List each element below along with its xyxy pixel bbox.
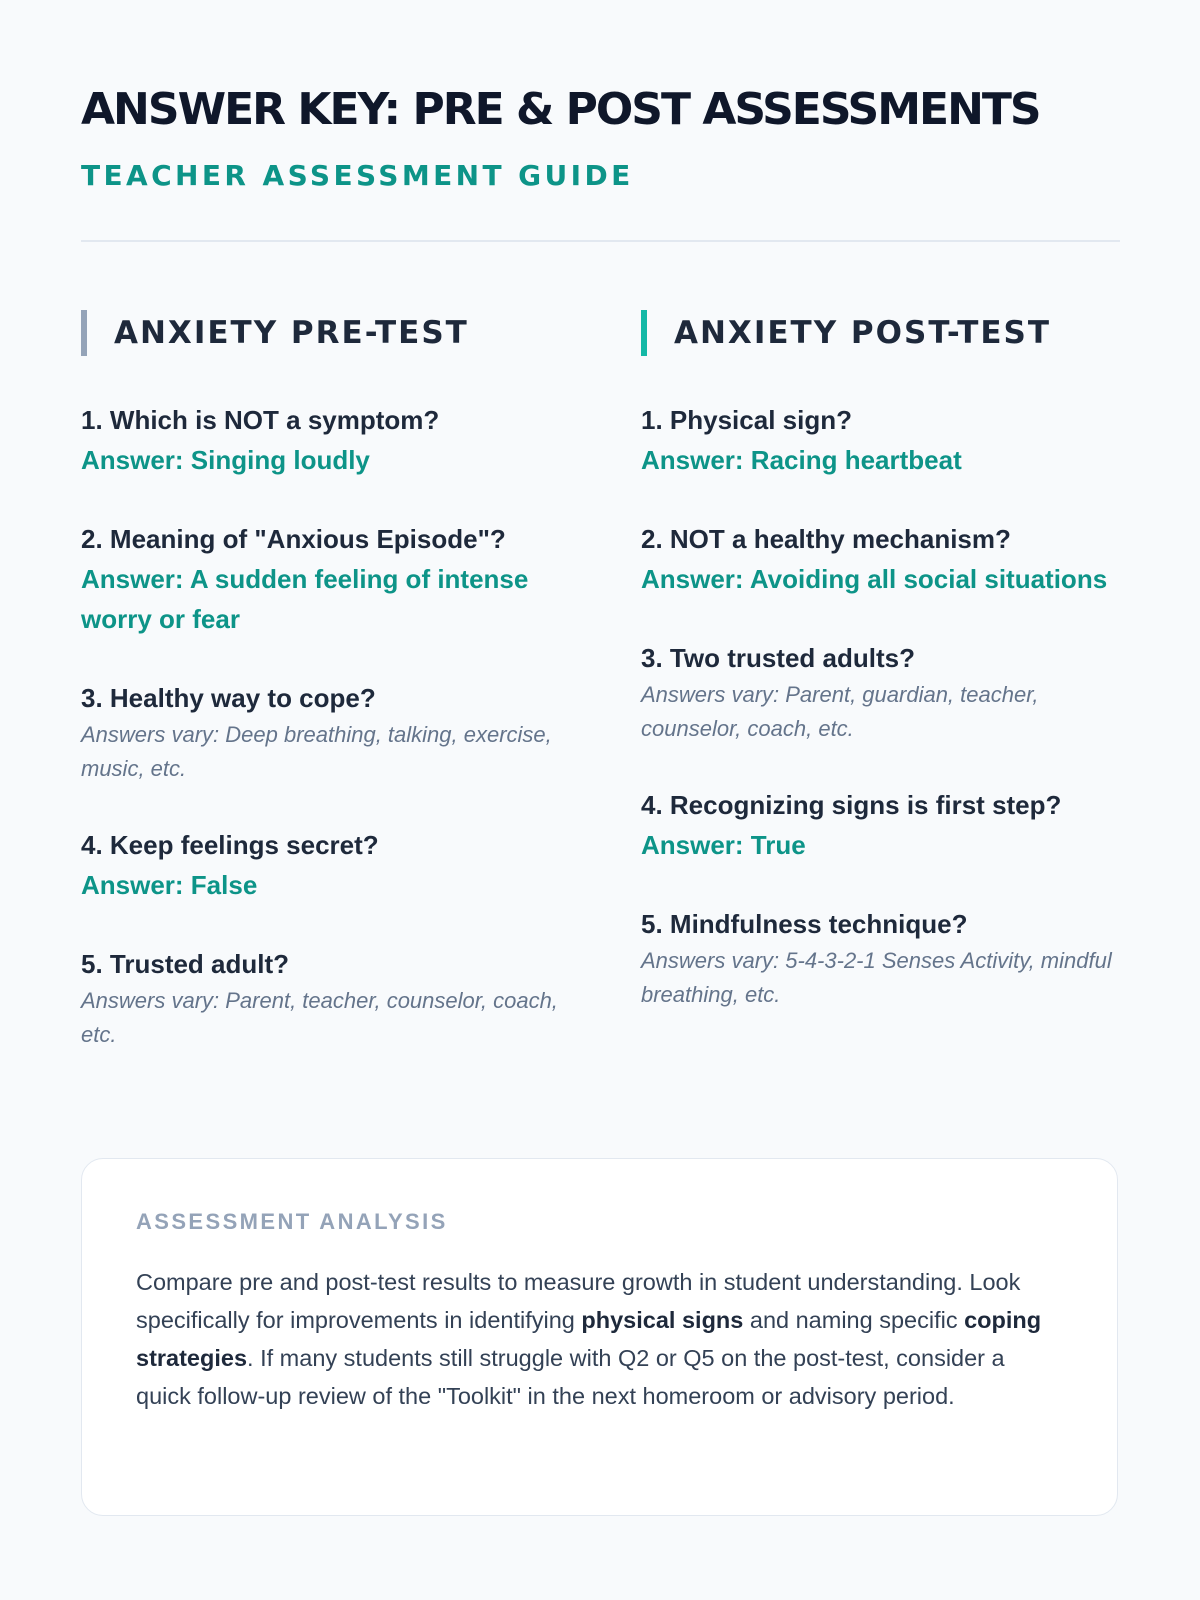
analysis-title: ASSESSMENT ANALYSIS: [136, 1209, 448, 1234]
header-divider: [81, 240, 1120, 242]
post-test-heading: [641, 310, 1141, 356]
pre-test-accent-bar: [81, 310, 87, 356]
pre-test-column: [81, 310, 581, 1091]
question-text: 3. Healthy way to cope?: [81, 683, 376, 713]
post-test-accent-bar: [641, 310, 647, 356]
answer-text: Answer: Singing loudly: [81, 445, 370, 475]
page-title: ANSWER KEY: PRE & POST ASSESSMENTS: [81, 84, 1040, 135]
answers-vary-text: Answers vary: Parent, guardian, teacher, counselor, coach, etc.: [641, 682, 1039, 741]
post-test-heading-text: ANXIETY POST-TEST: [674, 315, 1052, 351]
question-text: 5. Trusted adult?: [81, 949, 290, 979]
question-text: 3. Two trusted adults?: [641, 643, 915, 673]
answer-text: Answer: Avoiding all social situations: [641, 564, 1108, 594]
question-text: 1. Which is NOT a symptom?: [81, 405, 440, 435]
answer-text: Answer: True: [641, 830, 806, 860]
pre-test-item-3: [81, 678, 581, 786]
question-text: 4. Recognizing signs is first step?: [641, 790, 1062, 820]
analysis-text-2: and naming specific: [743, 1307, 965, 1333]
post-test-item-5: [641, 904, 1141, 1012]
post-test-item-4: [641, 785, 1141, 865]
page-subtitle: TEACHER ASSESSMENT GUIDE: [81, 159, 634, 192]
answers-vary-text: Answers vary: Deep breathing, talking, exercise, music, etc.: [81, 722, 552, 781]
question-text: 2. Meaning of "Anxious Episode"?: [81, 524, 506, 554]
assessment-analysis-card: [81, 1158, 1118, 1516]
question-text: 1. Physical sign?: [641, 405, 852, 435]
pre-test-item-2: [81, 519, 581, 639]
post-test-column: [641, 310, 1141, 1051]
post-test-item-1: [641, 400, 1141, 480]
analysis-body: [136, 1263, 1063, 1415]
pre-test-heading-text: ANXIETY PRE-TEST: [114, 315, 469, 351]
pre-test-item-1: [81, 400, 581, 480]
post-test-item-2: [641, 519, 1141, 599]
question-text: 4. Keep feelings secret?: [81, 830, 379, 860]
analysis-text-1: Compare pre and post-test results to measure growth in student understanding. Look specifically for improvements in identifying: [136, 1269, 1021, 1333]
question-text: 5. Mindfulness technique?: [641, 909, 968, 939]
answers-vary-text: Answers vary: 5-4-3-2-1 Senses Activity, mindful breathing, etc.: [641, 948, 1112, 1007]
pre-test-heading: [81, 310, 581, 356]
answers-vary-text: Answers vary: Parent, teacher, counselor, coach, etc.: [81, 988, 558, 1047]
analysis-text-3: . If many students still struggle with Q2 or Q5 on the post-test, consider a quick follow-up review of the "Toolkit" in the next homeroom or advisory period.: [136, 1345, 1005, 1409]
analysis-bold-coping-strategies: coping strategies: [136, 1307, 1042, 1371]
analysis-bold-physical-signs: physical signs: [581, 1307, 744, 1333]
answer-text: Answer: False: [81, 870, 258, 900]
pre-test-item-5: [81, 944, 581, 1052]
answer-text: Answer: Racing heartbeat: [641, 445, 962, 475]
pre-test-item-4: [81, 825, 581, 905]
answer-text: Answer: A sudden feeling of intense worry or fear: [81, 564, 529, 634]
post-test-item-3: [641, 638, 1141, 746]
question-text: 2. NOT a healthy mechanism?: [641, 524, 1011, 554]
